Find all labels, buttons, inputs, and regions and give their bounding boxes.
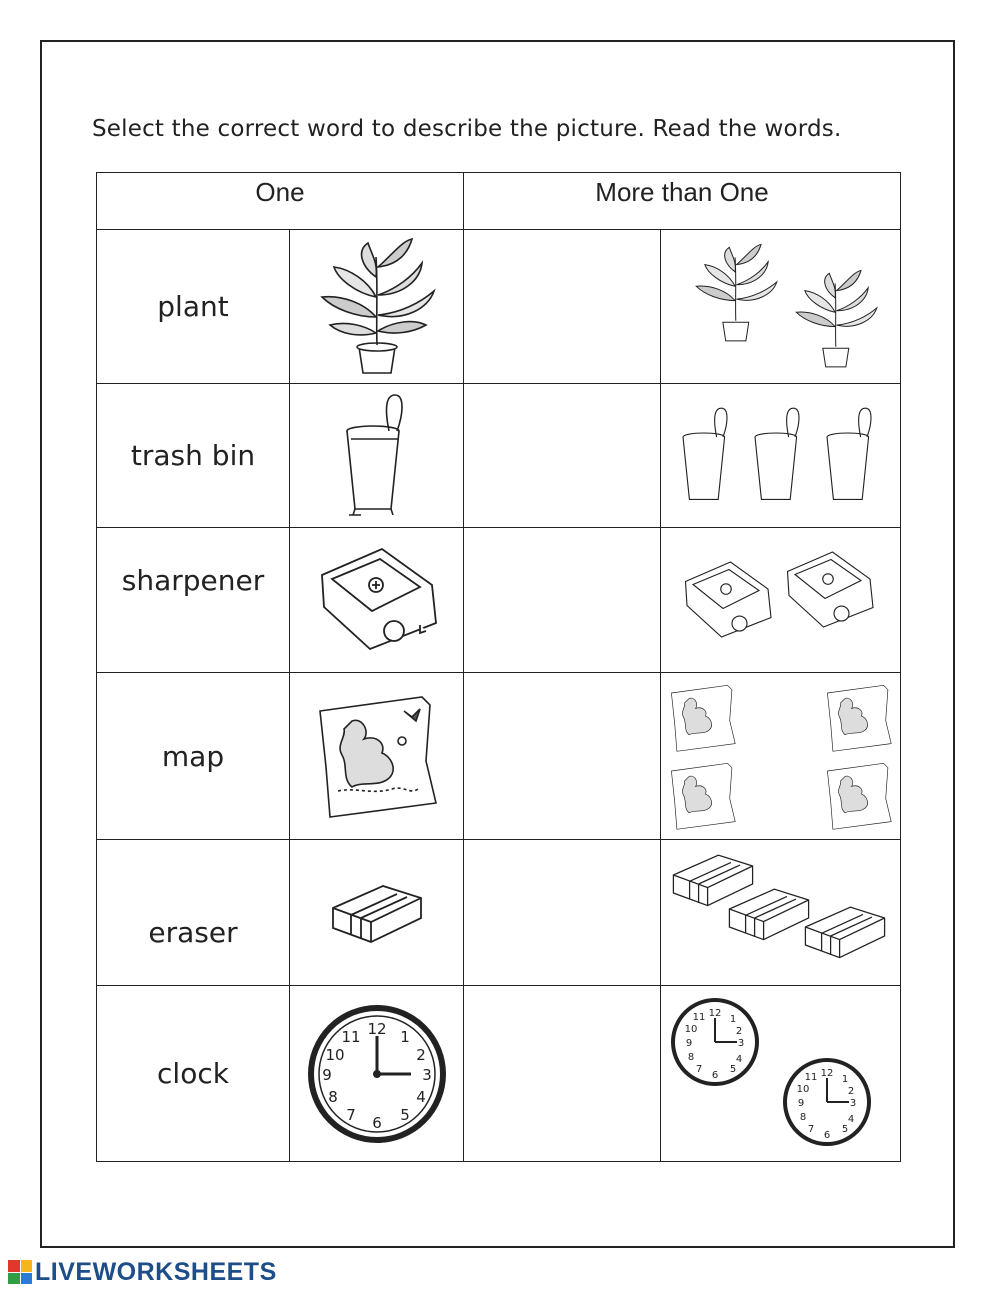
svg-text:5: 5	[729, 1063, 736, 1075]
map-icon	[290, 673, 464, 840]
table-row	[97, 840, 901, 986]
svg-text:3: 3	[737, 1037, 744, 1049]
svg-text:1: 1	[841, 1073, 848, 1085]
svg-text:11: 11	[804, 1071, 817, 1083]
svg-text:6: 6	[711, 1069, 718, 1081]
svg-text:4: 4	[735, 1053, 742, 1065]
word-trash-bin[interactable]: trash bin	[97, 384, 290, 528]
brand-name: LIVEWORKSHEETS	[35, 1257, 277, 1286]
svg-text:11: 11	[340, 1027, 361, 1046]
svg-text:12: 12	[820, 1067, 833, 1079]
svg-text:2: 2	[415, 1045, 426, 1064]
word-map[interactable]: map	[97, 673, 290, 840]
svg-text:10: 10	[796, 1083, 809, 1095]
answer-cell[interactable]	[464, 230, 661, 384]
svg-text:10: 10	[684, 1023, 697, 1035]
svg-text:9: 9	[321, 1065, 332, 1084]
svg-text:2: 2	[735, 1025, 742, 1037]
svg-text:8: 8	[327, 1087, 338, 1106]
table-row	[97, 384, 901, 528]
table-row	[97, 230, 901, 384]
header-one: One	[97, 173, 464, 230]
word-eraser[interactable]: eraser	[97, 840, 290, 986]
logo-squares-icon	[8, 1260, 32, 1284]
svg-text:4: 4	[415, 1087, 426, 1106]
worksheet-table	[96, 172, 901, 1162]
svg-text:12: 12	[366, 1019, 387, 1038]
svg-text:10: 10	[324, 1045, 345, 1064]
plant-icon	[290, 230, 464, 384]
four-maps-icon	[661, 673, 901, 840]
three-trash-bins-icon	[661, 384, 901, 528]
table-row	[97, 528, 901, 673]
svg-text:5: 5	[399, 1105, 410, 1124]
svg-text:4: 4	[847, 1113, 854, 1125]
svg-text:9: 9	[685, 1037, 692, 1049]
svg-text:3: 3	[849, 1097, 856, 1109]
svg-text:7: 7	[345, 1105, 356, 1124]
svg-text:7: 7	[695, 1063, 702, 1075]
three-erasers-icon	[661, 840, 901, 986]
answer-cell[interactable]	[464, 673, 661, 840]
word-plant[interactable]: plant	[97, 230, 290, 384]
answer-cell[interactable]	[464, 528, 661, 673]
eraser-icon	[290, 840, 464, 986]
svg-text:11: 11	[692, 1011, 705, 1023]
two-plants-icon	[661, 230, 901, 384]
answer-cell[interactable]	[464, 840, 661, 986]
svg-text:5: 5	[841, 1123, 848, 1135]
svg-text:7: 7	[807, 1123, 814, 1135]
svg-text:1: 1	[729, 1013, 736, 1025]
table-row	[97, 673, 901, 840]
svg-text:8: 8	[687, 1051, 694, 1063]
liveworksheets-logo[interactable]	[8, 1257, 277, 1287]
table-row	[97, 986, 901, 1162]
two-clocks-icon	[661, 986, 901, 1162]
trash-bin-icon	[290, 384, 464, 528]
answer-cell[interactable]	[464, 986, 661, 1162]
word-sharpener[interactable]: sharpener	[97, 528, 290, 673]
sharpener-icon	[290, 528, 464, 673]
instruction-text: Select the correct word to describe the picture. Read the words.	[92, 116, 842, 142]
svg-text:9: 9	[797, 1097, 804, 1109]
word-clock[interactable]: clock	[97, 986, 290, 1162]
svg-text:6: 6	[823, 1129, 830, 1141]
svg-text:6: 6	[371, 1113, 382, 1132]
svg-text:2: 2	[847, 1085, 854, 1097]
svg-text:12: 12	[708, 1007, 721, 1019]
svg-text:3: 3	[421, 1065, 432, 1084]
svg-text:8: 8	[799, 1111, 806, 1123]
header-more-than-one: More than One	[464, 173, 901, 230]
two-sharpeners-icon	[661, 528, 901, 673]
svg-text:1: 1	[399, 1027, 410, 1046]
clock-icon	[290, 986, 464, 1162]
answer-cell[interactable]	[464, 384, 661, 528]
